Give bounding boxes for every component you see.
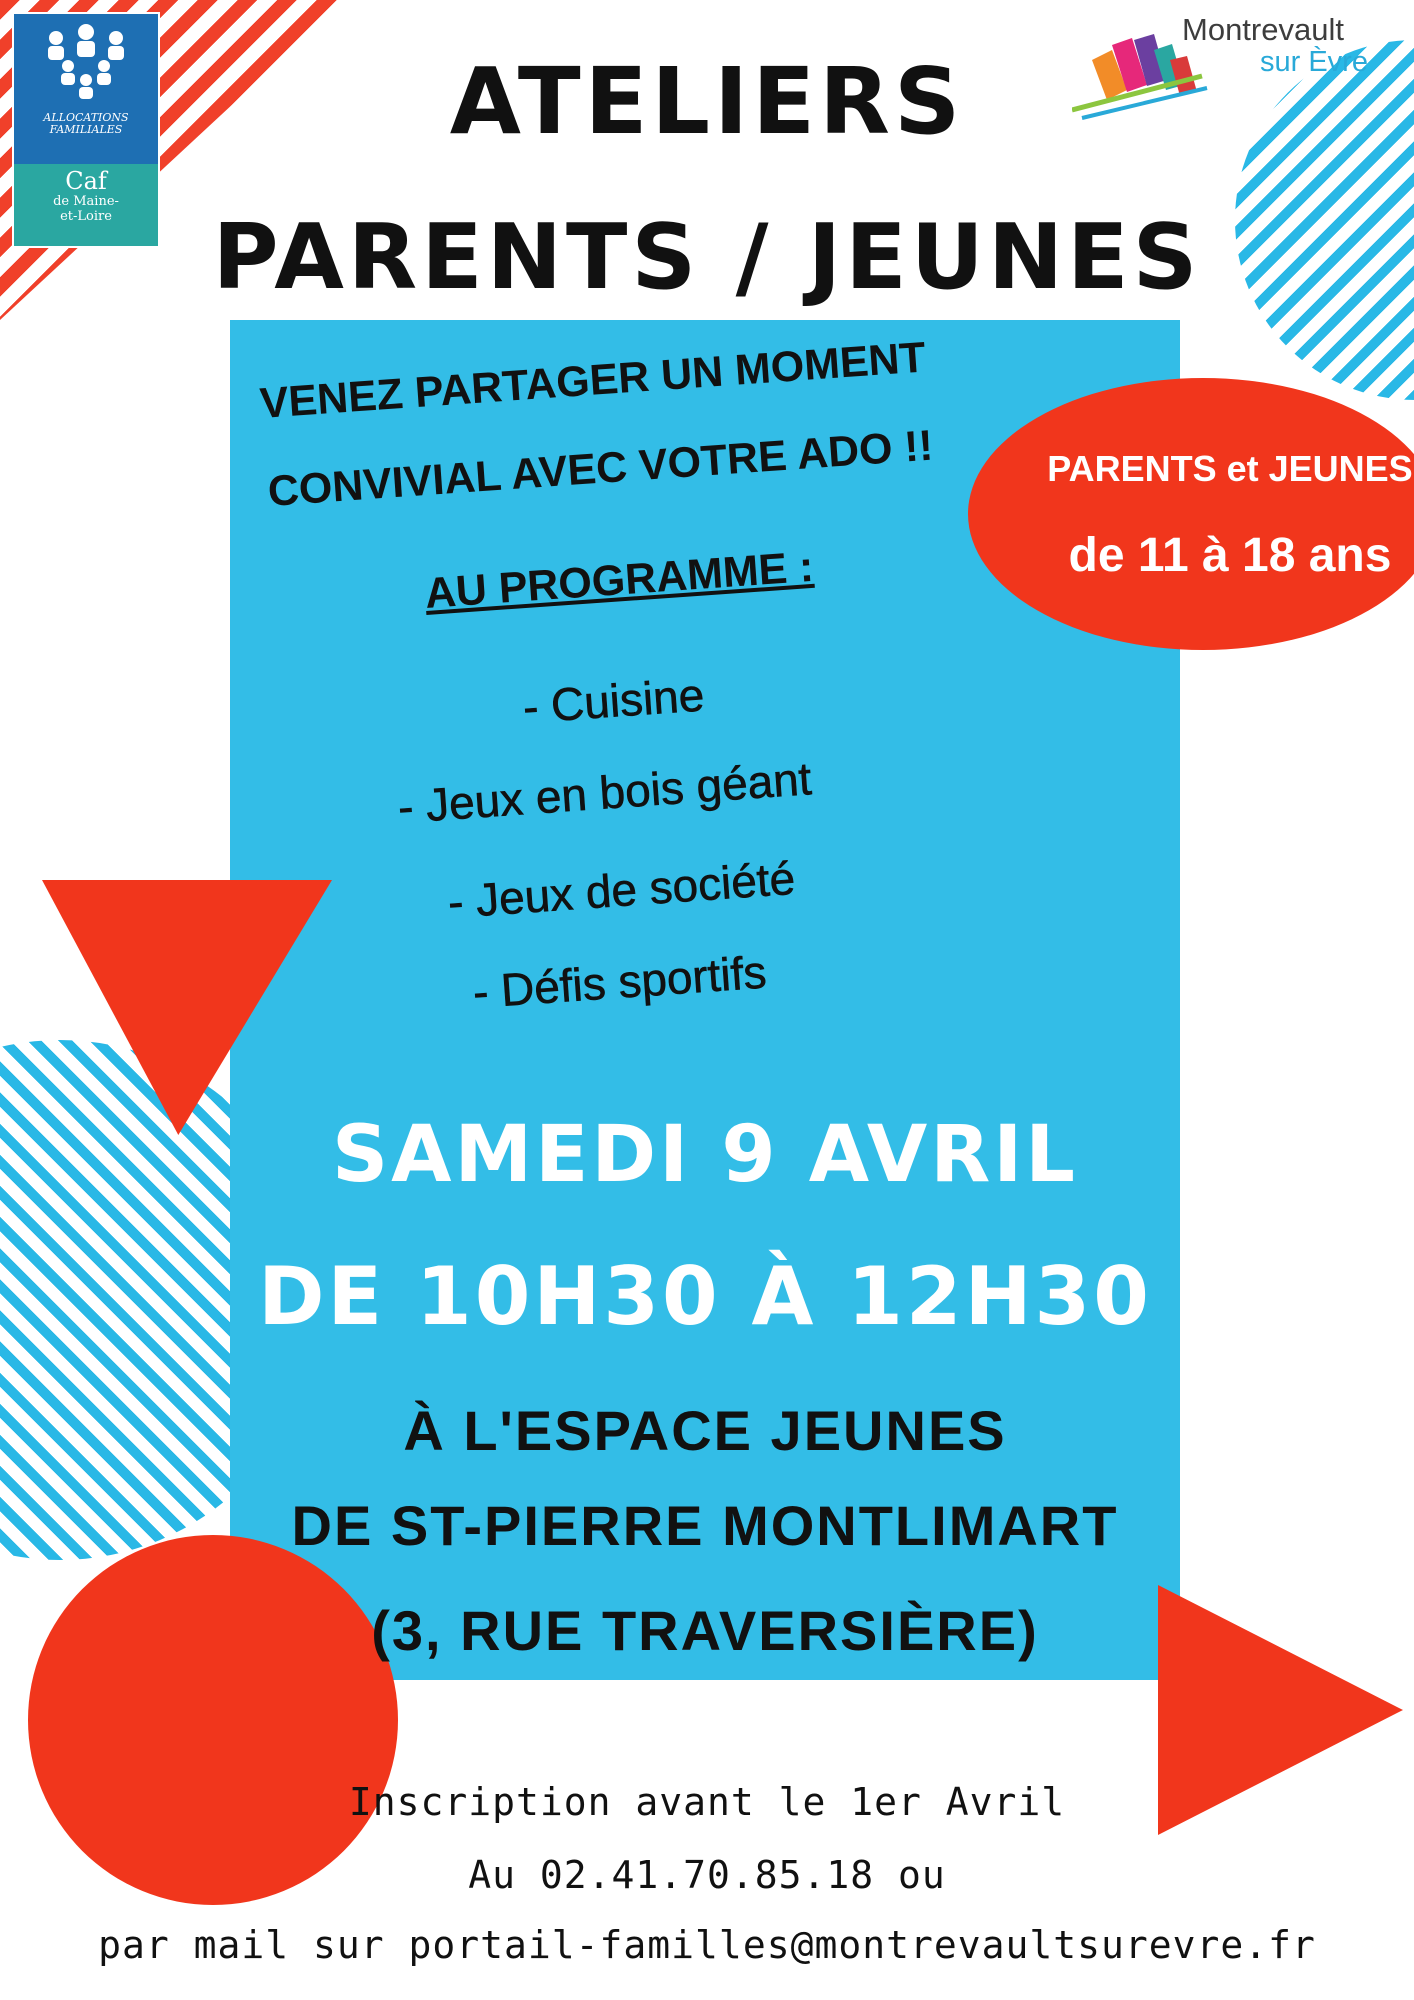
caf-label-1: ALLOCATIONS <box>43 111 129 124</box>
caf-dept-2: et-Loire <box>60 209 112 224</box>
intro-line-1: VENEZ PARTAGER UN MOMENT <box>258 333 928 428</box>
registration-deadline: Inscription avant le 1er Avril <box>348 1780 1066 1824</box>
page-title-line-2: PARENTS / JEUNES <box>212 205 1202 310</box>
registration-phone: Au 02.41.70.85.18 ou <box>468 1853 946 1897</box>
event-place-line-1: À L'ESPACE JEUNES <box>403 1399 1007 1462</box>
event-date: SAMEDI 9 AVRIL <box>331 1110 1079 1200</box>
red-circle-decoration <box>28 1535 398 1905</box>
badge-line-1: PARENTS et JEUNES <box>1047 448 1413 489</box>
montrevault-sub: sur Èvre <box>1260 46 1368 78</box>
caf-name: Caf <box>65 167 107 195</box>
event-place-line-2: DE ST-PIERRE MONTLIMART <box>291 1494 1119 1557</box>
program-item: - Jeux en bois géant <box>396 752 814 833</box>
program-item: - Défis sportifs <box>471 945 769 1018</box>
event-address: (3, RUE TRAVERSIÈRE) <box>371 1599 1039 1662</box>
program-item: - Cuisine <box>521 668 706 733</box>
page-title-line-1: ATELIERS <box>449 48 965 155</box>
age-badge <box>968 378 1414 650</box>
registration-email: par mail sur portail-familles@montrevaultsurevre.fr <box>98 1923 1316 1967</box>
program-title: AU PROGRAMME : <box>423 542 816 618</box>
intro-line-2: CONVIVIAL AVEC VOTRE ADO !! <box>266 421 935 516</box>
program-item: - Jeux de société <box>446 851 797 928</box>
badge-line-2: de 11 à 18 ans <box>1068 529 1392 582</box>
event-time: DE 10H30 À 12H30 <box>258 1250 1152 1343</box>
caf-dept-1: de Maine- <box>53 194 119 209</box>
caf-label-2: FAMILIALES <box>49 123 123 136</box>
montrevault-name: Montrevault <box>1182 12 1344 47</box>
